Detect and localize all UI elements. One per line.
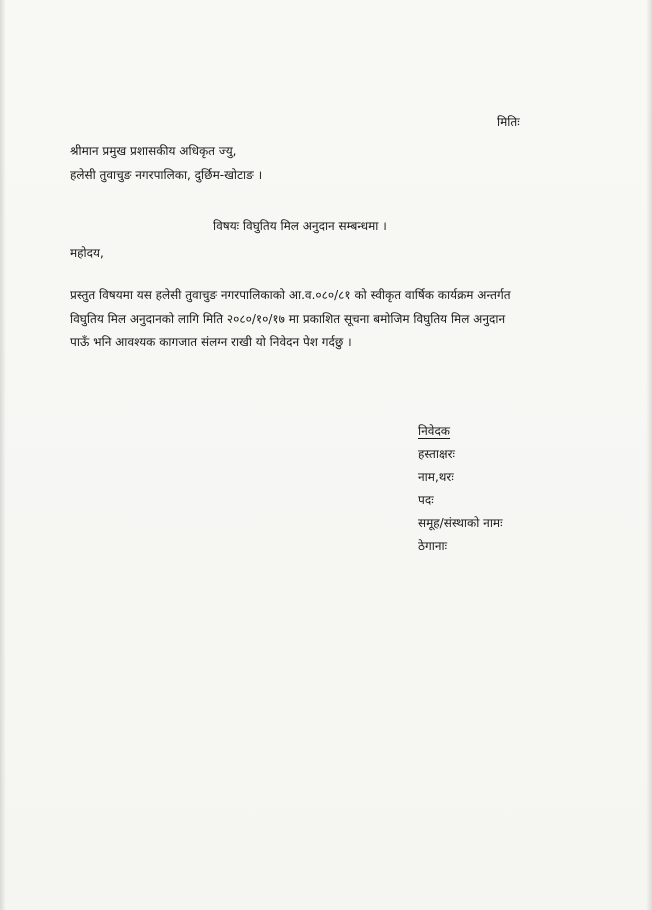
salutation: महोदय, xyxy=(70,246,104,260)
applicant-field-position: पदः xyxy=(418,493,434,507)
recipient-line-1: श्रीमान प्रमुख प्रशासकीय अधिकृत ज्यु, xyxy=(70,144,237,158)
scan-edge-right xyxy=(646,0,652,910)
applicant-heading: निवेदक xyxy=(418,424,451,438)
applicant-field-signature: हस्ताक्षरः xyxy=(418,447,455,461)
subject-line: विषयः विघुतिय मिल अनुदान सम्बन्धमा । xyxy=(213,219,387,233)
recipient-line-2: हलेसी तुवाचुङ नगरपालिका, दुर्छिम-खोटाङ । xyxy=(70,168,263,182)
body-line: प्रस्तुत विषयमा यस हलेसी तुवाचुङ नगरपालिकाको आ.व.०८०/८१ को स्वीकृत वार्षिक कार्यक्रम अन्तर्गत xyxy=(70,288,511,302)
applicant-field-name: नाम,थरः xyxy=(418,470,454,484)
scan-edge-left xyxy=(0,0,6,910)
applicant-field-address: ठेगानाः xyxy=(418,539,448,553)
body-line: विघुतिय मिल अनुदानको लागि मिति २०८०/१०/१७ मा प्रकाशित सूचना बमोजिम विघुतिय मिल अनुदान xyxy=(70,312,506,326)
body-line: पाऊँ भनि आवश्यक कागजात संलग्न राखी यो निवेदन पेश गर्दछु । xyxy=(70,335,352,349)
date-label: मितिः xyxy=(497,115,520,129)
applicant-field-organization: समूह/संस्थाको नामः xyxy=(418,516,503,530)
